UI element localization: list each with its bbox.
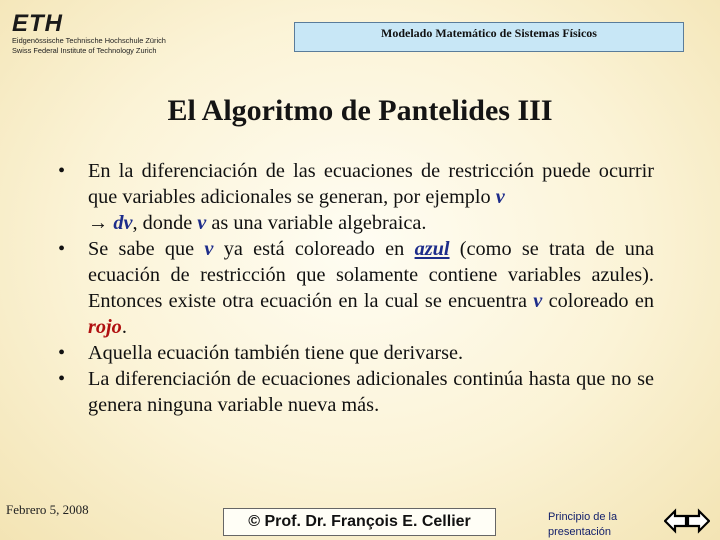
bullet-item — [58, 236, 654, 340]
right-arrow-icon[interactable] — [688, 511, 709, 531]
bullet-item — [58, 366, 654, 418]
arrow-symbol: → — [88, 212, 109, 234]
bullet-text: La diferenciación de ecuaciones adicionales continúa hasta que no se genera ninguna variable nueva más. — [88, 368, 654, 416]
start-presentation-link[interactable]: Principio de la presentación — [548, 511, 618, 538]
eth-logo — [12, 12, 212, 62]
bullet-item — [58, 340, 654, 366]
variable-v: v — [495, 186, 505, 208]
eth-logo-text: ETH — [12, 10, 63, 37]
left-arrow-icon[interactable] — [665, 511, 686, 531]
color-word-red: rojo — [88, 316, 122, 338]
bullet-item — [58, 158, 654, 236]
bullet-text: coloreado en — [542, 290, 654, 312]
course-title: Modelado Matemático de Sistemas Físicos — [381, 26, 597, 40]
eth-logo-line1: Eidgenössische Technische Hochschule Zürich — [12, 36, 166, 45]
author-name: © Prof. Dr. François E. Cellier — [248, 513, 471, 530]
variable-v: v — [197, 212, 207, 234]
eth-logo-line2: Swiss Federal Institute of Technology Zurich — [12, 46, 157, 55]
bullet-text: . — [121, 316, 127, 338]
course-title-box — [294, 22, 684, 52]
bullet-symbol: • — [58, 160, 66, 182]
bullet-text: En la diferenciación de las ecuaciones de restricción puede ocurrir que variables adicionales se generan, por ejemplo — [88, 160, 654, 208]
color-word-blue: azul — [414, 238, 450, 260]
double-arrow-icon[interactable] — [664, 508, 710, 534]
bullet-symbol: • — [58, 238, 66, 260]
slide-title: El Algoritmo de Pantelides III — [167, 94, 553, 127]
bullet-text: (como se trata de una ecuación de restricción que solamente contiene variables azules). Entonces existe otra ecuación en la cual se encuentra — [88, 238, 655, 312]
bullet-text: as una variable algebraica. — [206, 212, 427, 234]
bullet-text: , donde — [132, 212, 198, 234]
author-box — [223, 508, 496, 536]
bullet-symbol: • — [58, 342, 66, 364]
variable-v: v — [204, 238, 214, 260]
bullet-text: Aquella ecuación también tiene que derivarse. — [88, 342, 464, 364]
bullet-symbol: • — [58, 368, 66, 390]
variable-dv: dv — [113, 212, 133, 234]
bullet-list — [58, 158, 654, 418]
variable-v: v — [533, 290, 543, 312]
footer-date: Febrero 5, 2008 — [6, 502, 89, 517]
bullet-text: ya está coloreado en — [213, 238, 415, 260]
bullet-text: Se sabe que — [88, 238, 205, 260]
